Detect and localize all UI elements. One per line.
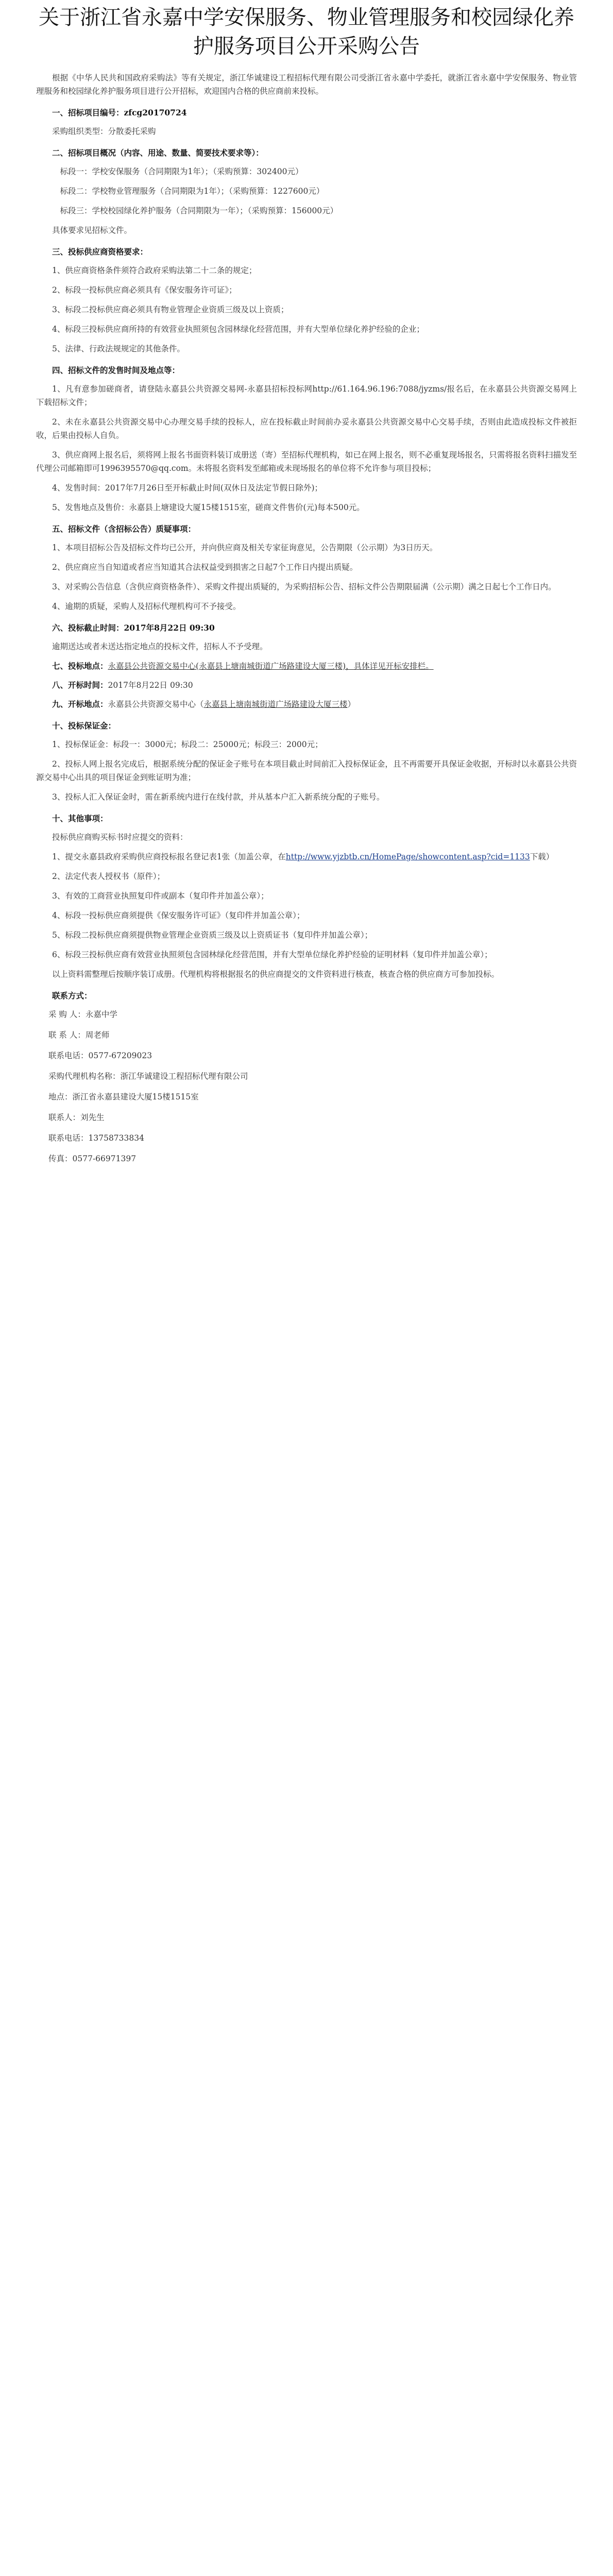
contact-line: 联系电话：13758733834: [48, 1133, 144, 1143]
opening-location-link: 永嘉县上塘南城街道广场路建设大厦三楼: [203, 700, 348, 709]
sale-item: 1、凡有意参加磋商者，请登陆永嘉县公共资源交易网-永嘉县招标投标网http://61.164.96.196:7088/jyzms/报名后，在永嘉县公共资源交易网上下载招标文件；: [36, 384, 577, 407]
section-2-note: 具体要求见招标文件。: [52, 226, 132, 235]
page-title: 关于浙江省永嘉中学安保服务、物业管理服务和校园绿化养护服务项目公开采购公告: [39, 6, 574, 58]
materials-lead: 投标供应商购买标书时应提交的资料：: [52, 833, 188, 842]
section-9: [36, 698, 577, 711]
material-item: 3、有效的工商营业执照复印件或副本（复印件并加盖公章）；: [52, 891, 269, 901]
lot-1-line: 标段一：学校安保服务（合同期限为1年）；（采购预算：302400元）: [60, 167, 303, 176]
question-item: 3、对采购公告信息（含供应商资格条件）、采购文件提出质疑的，为采购招标公告、招标文件公告期限届满（公示期）满之日起七个工作日内。: [52, 582, 556, 591]
contact-line: 采购代理机构名称：浙江华诚建设工程招标代理有限公司: [48, 1072, 248, 1081]
qualification-item: 5、法律、行政法规规定的其他条件。: [52, 344, 185, 353]
materials-closing: 以上资料需整理后按顺序装订成册。代理机构将根据报名的供应商提交的文件资料进行核查，核查合格的供应商方可参加投标。: [52, 970, 500, 979]
material-item: 5、标段二投标供应商须提供物业管理企业资质三级及以上资质证书（复印件并加盖公章）；: [52, 930, 373, 940]
question-item: 2、供应商应当自知道或者应当知道其合法权益受到损害之日起7个工作日内提出质疑。: [52, 563, 358, 572]
intro-paragraph: 根据《中华人民共和国政府采购法》等有关规定，浙江华诚建设工程招标代理有限公司受浙江省永嘉中学委托，就浙江省永嘉中学安保服务、物业管理服务和校园绿化养护服务项目进行公开招标，欢迎国内合格的供应商前来投标。: [36, 73, 577, 96]
contact-line: 传真：0577-66971397: [48, 1154, 137, 1163]
qualification-item: 3、标段二投标供应商必须具有物业管理企业资质三级及以上资质；: [52, 305, 289, 314]
section-11-heading: 十、其他事项：: [52, 814, 108, 823]
material-item: 6、标段三投标供应商有效营业执照须包含园林绿化经营范围，并有大型单位绿化养护经验的证明材料（复印件并加盖公章）；: [52, 950, 492, 959]
section-8: [36, 679, 577, 692]
lot-2-line: 标段二：学校物业管理服务（合同期限为1年）；（采购预算：1227600元）: [60, 187, 325, 196]
material-item: [36, 850, 577, 863]
section-6-line: 逾期送达或者未送达指定地点的投标文件，招标人不予受理。: [52, 642, 268, 651]
material-1-suffix: 下载）: [530, 852, 554, 861]
qualification-item: 2、标段一投标供应商必须具有《保安服务许可证》；: [52, 285, 237, 295]
deposit-item: 2、投标人网上报名完成后，根据系统分配的保证金子账号在本项目截止时间前汇入投标保证金，且不再需要开具保证金收据，开标时以永嘉县公共资源交易中心出具的项目保证金到账证明为准；: [36, 759, 577, 782]
section-6-heading: 六、投标截止时间：2017年8月22日 09:30: [52, 623, 215, 633]
announcement-page: [36, 0, 577, 1165]
contact-line: 联系人：刘先生: [48, 1113, 105, 1122]
opening-time-text: 2017年8月22日 09:30: [108, 681, 193, 690]
section-10-heading: 十、投标保证金：: [52, 721, 116, 731]
bid-location-text: 永嘉县公共资源交易中心(永嘉县上塘南城街道广场路建设大厦三楼)，具体详见开标安排栏。: [108, 662, 434, 671]
section-9-heading: 九、开标地点：: [52, 699, 108, 709]
question-item: 1、本项目招标公告及招标文件均已公开，并向供应商及相关专家征询意见，公告期限（公示期）为3日历天。: [52, 543, 438, 552]
sale-item: 4、发售时间：2017年7月26日至开标截止时间(双休日及法定节假日除外)；: [52, 483, 322, 493]
lot-3-line: 标段三：学校校园绿化养护服务（合同期限为一年）；（采购预算：156000元）: [60, 206, 338, 215]
contact-heading: 联系方式：: [52, 991, 92, 1001]
announcement-body: [36, 71, 577, 1165]
section-4-heading: 四、招标文件的发售时间及地点等：: [52, 365, 180, 375]
section-2-heading: 二、招标项目概况（内容、用途、数量、简要技术要求等）：: [52, 148, 264, 158]
section-1-heading: 一、招标项目编号：zfcg20170724: [52, 108, 187, 117]
deposit-item: 1、投标保证金：标段一：3000元；标段二：25000元；标段三：2000元；: [52, 740, 323, 749]
section-3-heading: 三、投标供应商资格要求：: [52, 247, 148, 257]
material-item: 4、标段一投标供应商须提供《保安服务许可证》（复印件并加盖公章）；: [52, 911, 305, 920]
material-1-prefix: 1、提交永嘉县政府采购供应商投标报名登记表1张（加盖公章，在: [52, 852, 286, 861]
contact-line: 地点：浙江省永嘉县建设大厦15楼1515室: [48, 1092, 199, 1101]
qualification-item: 1、供应商资格条件须符合政府采购法第二十二条的规定；: [52, 266, 257, 275]
section-5-heading: 五、招标文件（含招标公告）质疑事项：: [52, 524, 196, 534]
section-7-heading: 七、投标地点：: [52, 661, 108, 671]
opening-location-suffix: ）: [347, 700, 356, 709]
contact-line: 联 系 人：周老师: [48, 1030, 110, 1040]
opening-location-prefix: 永嘉县公共资源交易中心（: [108, 700, 204, 709]
question-item: 4、逾期的质疑，采购人及招标代理机构可不予接受。: [52, 602, 241, 611]
sale-item: 5、发售地点及售价：永嘉县上塘建设大厦15楼1515室，磋商文件售价(元)每本500元。: [52, 503, 365, 512]
sale-item: 3、供应商网上报名后，须将网上报名书面资料装订成册送（寄）至招标代理机构，如已在网上报名，则不必重复现场报名，只需将报名资料扫描发至代理公司邮箱即可1996395570@qq.com。未将报名资料发至邮箱或未现场报名的单位将不允许参与项目投标；: [36, 450, 577, 473]
qualification-item: 4、标段三投标供应商所持的有效营业执照须包含园林绿化经营范围，并有大型单位绿化养护经验的企业；: [52, 325, 424, 334]
section-7: [36, 659, 577, 673]
registration-form-link[interactable]: http://www.yjzbtb.cn/HomePage/showcontent.asp?cid=1133: [285, 852, 530, 861]
material-item: 2、法定代表人授权书（原件）；: [52, 872, 165, 881]
contact-line: 联系电话：0577-67209023: [48, 1051, 152, 1060]
contact-line: 采 购 人：永嘉中学: [48, 1010, 117, 1019]
sale-item: 2、未在永嘉县公共资源交易中心办理交易手续的投标人，应在投标截止时间前办妥永嘉县公共资源交易中心交易手续，否则由此造成投标文件被拒收，后果由投标人自负。: [36, 417, 577, 440]
section-8-heading: 八、开标时间：: [52, 680, 108, 690]
section-1-line: 采购组织类型：分散委托采购: [52, 127, 156, 136]
deposit-item: 3、投标人汇入保证金时，需在新系统内进行在线付款，并从基本户汇入新系统分配的子账号。: [52, 792, 385, 802]
